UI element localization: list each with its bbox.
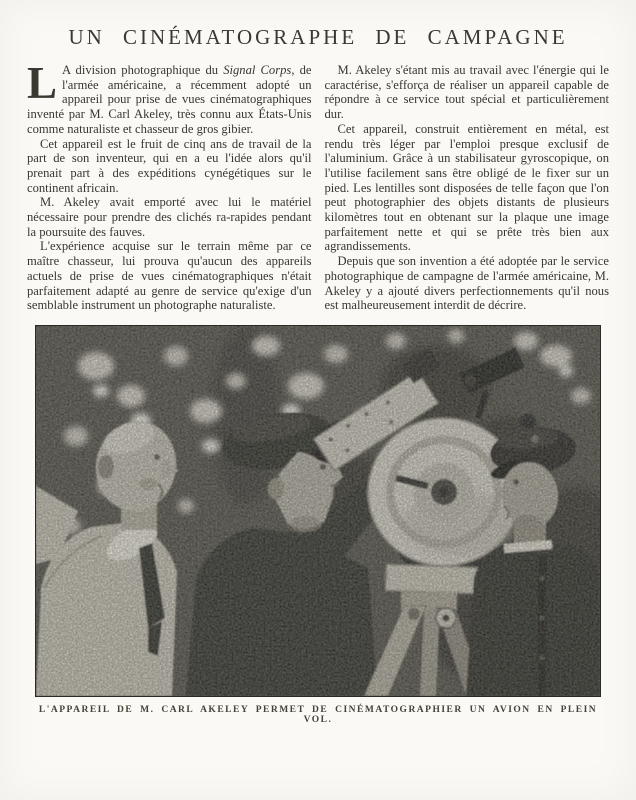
paragraph-3: M. Akeley avait emporté avec lui le matériel nécessaire pour prendre des clichés ra-rapides pendant la poursuite des fauves. (27, 195, 312, 239)
left-column (27, 58, 312, 313)
paragraph-6: Cet appareil, construit entièrement en métal, est rendu très léger par l'emploi presque exclusif de l'aluminium. Grâce à un stabilisateur gyroscopique, on l'utilise facilement sans être obligé de le fixer sur un pied. Les lentilles sont disposées de telle façon que l'on peut photographier des objets distants de plusieurs kilomètres tout en obtenant sur la plaque une image parfaitement nette et qui se prête très bien aux agrandissements. (324, 121, 609, 254)
photo-caption: L'APPAREIL DE M. CARL AKELEY PERMET DE CINÉMATOGRAPHIER UN AVION EN PLEIN VOL. (38, 704, 598, 725)
photo-illustration (36, 326, 600, 696)
article-body (0, 50, 636, 313)
paragraph-1-italic: Signal Corps (223, 63, 292, 77)
paragraph-1-rest: , de l'armée américaine, a récemment adopté un appareil pour prise de vues cinématographiques inventé par M. Carl Akeley, très connu aux États-Unis comme naturaliste et chasseur de gros gibier. (27, 63, 312, 136)
page-title: UN CINÉMATOGRAPHE DE CAMPAGNE (68, 25, 568, 49)
dropcap-letter: L (27, 58, 58, 108)
photo-block (35, 325, 601, 725)
right-column (325, 63, 610, 313)
paragraph-1-lead: A division photographique du (62, 63, 224, 77)
paragraph-2: Cet appareil est le fruit de cinq ans de travail de la part de son inventeur, qui en a eu l'idée alors qu'il prenait part à des expéditions cynégétiques sur le continent africain. (27, 136, 312, 195)
paragraph-4: L'expérience acquise sur le terrain même par ce maître chasseur, lui prouva qu'aucun des appareils actuels de prise de vues cinématographiques n'était parfaitement adapté au genre de service qu'exige d'un semblable instrument un photographe naturaliste. (27, 239, 312, 313)
article-photo (35, 325, 601, 697)
paragraph-1 (27, 58, 312, 137)
paragraph-7: Depuis que son invention a été adoptée par le service photographique de campagne de l'armée américaine, M. Akeley y a ajouté divers perfectionnements qu'il nous est malheureusement interdit de décrire. (324, 254, 609, 313)
grain-light (36, 326, 600, 696)
paragraph-5: M. Akeley s'étant mis au travail avec l'énergie qui le caractérise, s'efforça de réaliser un appareil capable de répondre à ce service tout spécial et particulièrement dur. (324, 63, 609, 122)
